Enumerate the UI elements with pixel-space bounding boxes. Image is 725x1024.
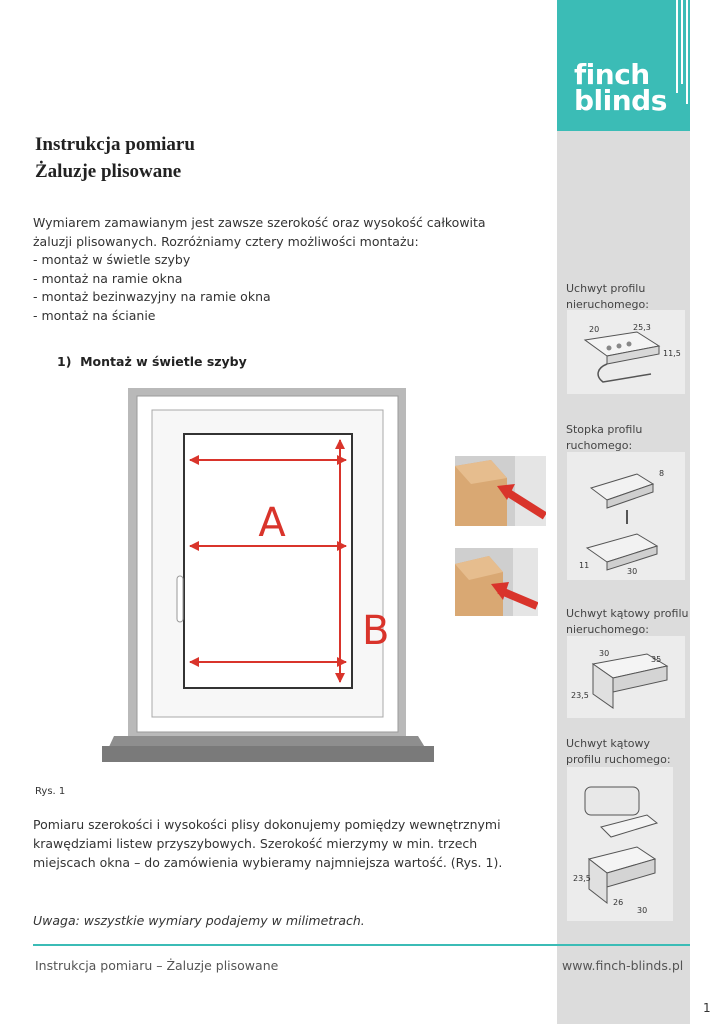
part-label-line: Uchwyt kątowy (566, 737, 651, 750)
dim-label: 23,5 (571, 691, 589, 700)
part-label-line: Stopka profilu (566, 423, 643, 436)
dim-label: 20 (589, 325, 600, 334)
intro-line: - montaż na ramie okna (33, 270, 183, 286)
dim-label: 30 (599, 649, 610, 658)
part-label (566, 736, 671, 767)
part-label-line: nieruchomego: (566, 297, 649, 311)
dim-label: 23,5 (573, 874, 591, 883)
intro-text (33, 214, 503, 325)
brand-line-1: finch (574, 58, 650, 91)
footer-website-link[interactable]: www.finch-blinds.pl (562, 958, 684, 973)
window-measurement-diagram (100, 386, 435, 766)
dim-label: 30 (627, 567, 638, 576)
paragraph-line: Pomiaru szerokości i wysokości plisy dokonujemy pomiędzy wewnętrznymi (33, 817, 501, 832)
part-image-angle-moving-bracket (567, 767, 673, 921)
dim-label: 35 (651, 655, 662, 664)
part-label-line: Uchwyt profilu (566, 282, 646, 295)
dim-label: 8 (659, 469, 665, 478)
intro-line: - montaż bezinwazyjny na ramie okna (33, 289, 271, 304)
glass-pane (184, 434, 352, 688)
intro-line: - montaż na ścianie (33, 307, 156, 323)
window-sill-front (102, 746, 434, 762)
doc-title-line-1: Instrukcja pomiaru (35, 134, 195, 155)
brand-logo-text (574, 58, 667, 117)
paragraph-line: krawędziami listew przyszybowych. Szerokość mierzymy w min. trzech (33, 836, 478, 851)
part-image-fixed-bracket (567, 310, 685, 394)
label-a: A (258, 500, 286, 546)
section-heading: 1) Montaż w świetle szyby (57, 354, 247, 369)
doc-title-line-2: Żaluzje plisowane (35, 161, 182, 182)
part-label-line: profilu ruchomego: (566, 752, 671, 766)
page-number: 1 (703, 1001, 711, 1015)
part-label (566, 606, 689, 637)
part-label-line: nieruchomego: (566, 622, 649, 636)
measurement-paragraph (33, 815, 515, 872)
logo-stripe (686, 0, 688, 104)
note-text: Uwaga: wszystkie wymiary podajemy w milimetrach. (33, 913, 365, 928)
dim-label: 30 (637, 906, 648, 915)
intro-line: - montaż w świetle szyby (33, 252, 191, 267)
part-label (566, 422, 642, 453)
paragraph-line: miejscach okna – do zamówienia wybieramy najmniejsza wartość. (Rys. 1). (33, 855, 503, 870)
logo-stripe (676, 0, 678, 93)
detail-photo-1 (455, 456, 546, 526)
footer-title: Instrukcja pomiaru – Żaluzje plisowane (35, 958, 279, 973)
logo-stripe (681, 0, 683, 84)
intro-line: żaluzji plisowanych. Rozróżniamy cztery możliwości montażu: (33, 233, 419, 249)
brand-line-2: blinds (574, 84, 667, 117)
part-label-line: Uchwyt kątowy profilu (566, 607, 689, 620)
footer-divider (33, 944, 690, 946)
dim-label: 26 (613, 898, 624, 907)
part-label-line: ruchomego: (566, 438, 633, 452)
part-label (566, 281, 649, 312)
intro-line: Wymiarem zamawianym jest zawsze szerokość oraz wysokość całkowita (33, 215, 486, 230)
window-handle (177, 576, 183, 622)
part-image-moving-foot (567, 452, 685, 580)
label-b: B (362, 608, 390, 654)
detail-photo-2 (455, 548, 538, 616)
part-image-angle-fixed-bracket (567, 636, 685, 718)
dim-label: 25,3 (633, 323, 651, 332)
figure-caption: Rys. 1 (35, 786, 66, 797)
dim-label: 11 (579, 561, 590, 570)
dim-label: 11,5 (663, 349, 681, 358)
